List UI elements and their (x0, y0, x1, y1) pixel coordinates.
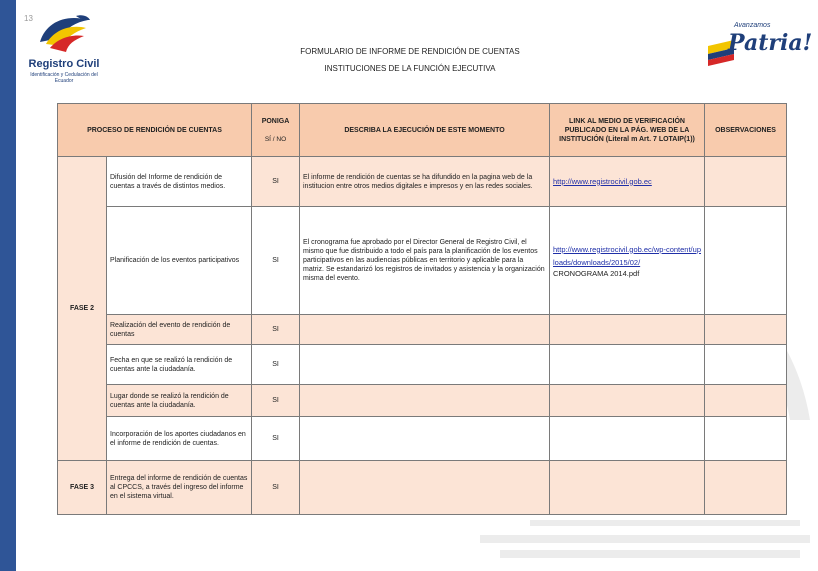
logo-name: Registro Civil (28, 58, 100, 70)
observation-cell (705, 207, 787, 315)
logo-subtitle: Identificación y Cedulación del Ecuador (30, 72, 98, 84)
process-cell: Incorporación de los aportes ciudadanos en el informe de rendición de cuentas. (107, 417, 252, 461)
link-cell (550, 385, 705, 417)
logo-tagline: Avanzamos (734, 22, 771, 29)
answer-cell: SI (252, 345, 300, 385)
report-table (57, 103, 787, 515)
process-cell: Planificación de los eventos participativos (107, 207, 252, 315)
description-cell (300, 385, 550, 417)
description-cell (300, 461, 550, 515)
side-accent-bar (0, 0, 16, 571)
patria-logo (706, 18, 813, 70)
process-cell: Lugar donde se realizó la rendición de cuentas ante la ciudadanía. (107, 385, 252, 417)
table-header-row (58, 104, 787, 157)
answer-cell: SI (252, 385, 300, 417)
header-observations: OBSERVACIONES (705, 104, 787, 157)
observation-cell (705, 385, 787, 417)
table-row (58, 461, 787, 515)
form-title: FORMULARIO DE INFORME DE RENDICIÓN DE CUENTAS (300, 47, 520, 56)
answer-cell: SI (252, 417, 300, 461)
observation-cell (705, 345, 787, 385)
logo-word: Patria! (728, 30, 813, 56)
form-subtitle: INSTITUCIONES DE LA FUNCIÓN EJECUTIVA (324, 64, 496, 73)
link-cell (550, 315, 705, 345)
link-cell (550, 417, 705, 461)
header-process: PROCESO DE RENDICIÓN DE CUENTAS (58, 104, 252, 157)
observation-cell (705, 417, 787, 461)
process-cell: Fecha en que se realizó la rendición de cuentas ante la ciudadanía. (107, 345, 252, 385)
link-cell (550, 345, 705, 385)
description-cell (300, 315, 550, 345)
link-cell (550, 461, 705, 515)
table-row (58, 345, 787, 385)
condor-emblem-icon (36, 12, 92, 56)
table-row (58, 385, 787, 417)
observation-cell (705, 461, 787, 515)
observation-cell (705, 315, 787, 345)
process-cell: Realización del evento de rendición de cuentas (107, 315, 252, 345)
description-cell (300, 345, 550, 385)
answer-cell: SI (252, 461, 300, 515)
header-answer (252, 104, 300, 157)
observation-cell (705, 157, 787, 207)
answer-cell: SI (252, 157, 300, 207)
answer-cell: SI (252, 207, 300, 315)
table-row (58, 207, 787, 315)
header-link: LINK AL MEDIO DE VERIFICACIÓN PUBLICADO EN LA PÁG. WEB DE LA INSTITUCIÓN (Literal m Art. 7 LOTAIP(1)) (550, 104, 705, 157)
verification-link[interactable]: http://www.registrocivil.gob.ec (553, 176, 652, 186)
table-row (58, 157, 787, 207)
link-cell (550, 157, 705, 207)
header-describe: DESCRIBA LA EJECUCIÓN DE ESTE MOMENTO (300, 104, 550, 157)
answer-cell: SI (252, 315, 300, 345)
description-cell: El cronograma fue aprobado por el Director General de Registro Civil, el mismo que fue distribuido a todo el país para la planificación de los eventos participativos en las audiencias públicas en territorio y aplicable para la matriz. Se estandarizó los registros de invitados y asistencia y la organización misma del evento. (300, 207, 550, 315)
header-si-no: SÍ / NO (264, 135, 287, 143)
registro-civil-logo (28, 12, 98, 88)
description-cell (300, 417, 550, 461)
verification-link-tail: CRONOGRAMA 2014.pdf (553, 268, 640, 278)
link-cell (550, 207, 705, 315)
header-poniga: PONIGA (261, 117, 290, 125)
table-row (58, 417, 787, 461)
phase-label: FASE 3 (58, 461, 107, 515)
phase-label: FASE 2 (58, 157, 107, 461)
page-number: 13 (24, 14, 33, 23)
verification-link[interactable]: http://www.registrocivil.gob.ec/wp-content/uploads/downloads/2015/02/ (553, 244, 701, 267)
description-cell: El informe de rendición de cuentas se ha difundido en la pagina web de la institucion entre otros medios digitales e impresos y en las redes sociales. (300, 157, 550, 207)
table-row (58, 315, 787, 345)
process-cell: Difusión del Informe de rendición de cuentas a través de distintos medios. (107, 157, 252, 207)
process-cell: Entrega del informe de rendición de cuentas al CPCCS, a través del ingreso del informe en el sistema virtual. (107, 461, 252, 515)
